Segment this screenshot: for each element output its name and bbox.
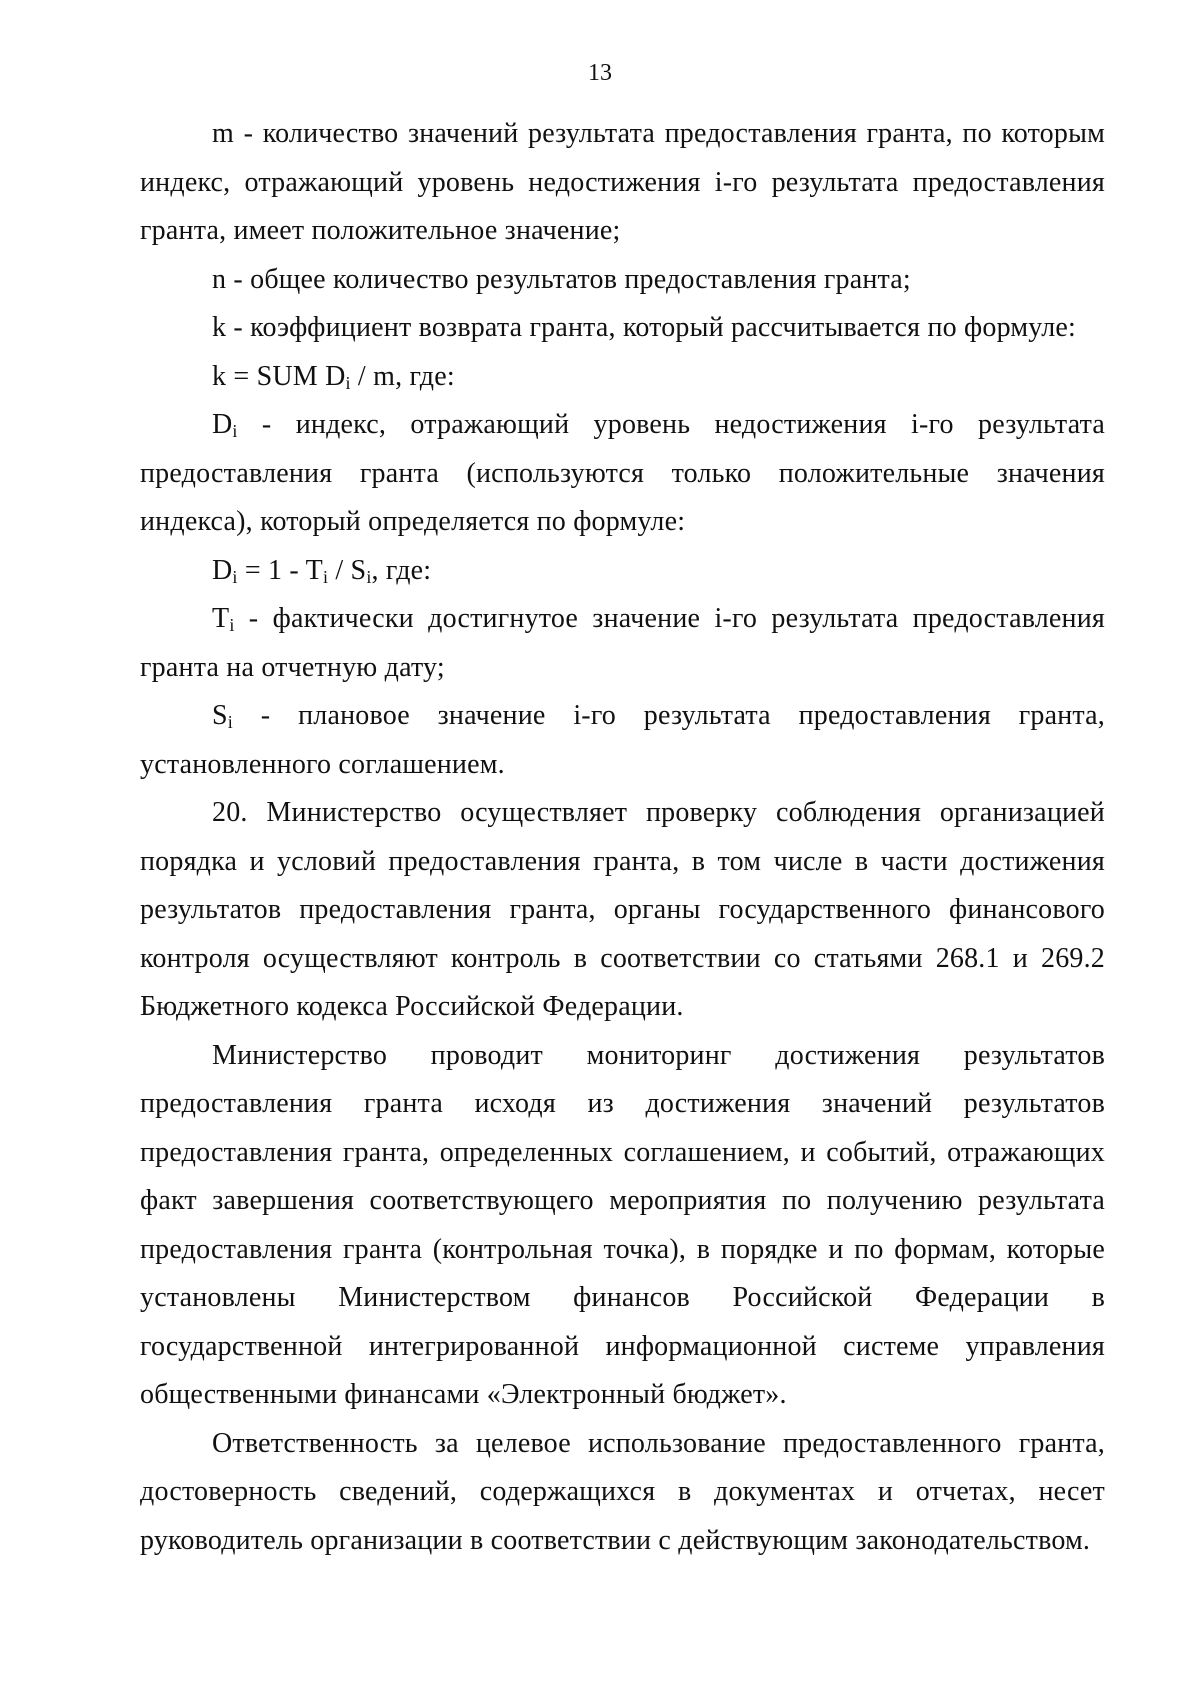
ti-text: - фактически достигнутое значение i-го результата предоставления гранта на отчетную дату;: [140, 603, 1105, 683]
paragraph-20: 20. Министерство осуществляет проверку соблюдения организацией порядка и условий предоставления гранта, в том числе в части достижения результатов предоставления гранта, органы государственного финансового контроля осуществляют контроль в соответствии со статьями 268.1 и 269.2 Бюджетного кодекса Российской Федерации.: [140, 797, 1105, 1022]
page-number: 13: [588, 60, 612, 86]
si-text: - плановое значение i-го результата предоставления гранта, установленного соглашением.: [140, 700, 1105, 780]
paragraph-responsibility: Ответственность за целевое использование предоставленного гранта, достоверность сведений, содержащихся в документах и отчетах, несет руководитель организации в соответствии с действующим законодательством.: [140, 1427, 1105, 1556]
ti-symbol: T: [212, 603, 230, 634]
formula-k: [140, 353, 1105, 402]
formula-k-part-a: k = SUM D: [212, 360, 346, 392]
formula-di: [140, 547, 1105, 596]
ti-subscript: i: [229, 615, 235, 635]
paragraph-n-definition: n - общее количество результатов предоставления гранта;: [212, 263, 911, 295]
formula-di-part-b: = 1 - T: [237, 554, 323, 586]
formula-k-part-b: / m, где:: [350, 360, 455, 392]
di-symbol: D: [212, 409, 233, 440]
di-text: - индекс, отражающий уровень недостижения i-го результата предоставления гранта (используются только положительные значения индекса), который определяется по формуле:: [140, 409, 1105, 537]
paragraph-k-definition: k - коэффициент возврата гранта, который рассчитывается по формуле:: [212, 312, 1077, 343]
si-subscript: i: [227, 712, 233, 732]
formula-di-subscript-2: i: [322, 566, 329, 587]
paragraph-si-definition: [140, 692, 1105, 789]
formula-di-part-c: / S: [328, 554, 367, 586]
formula-di-subscript-1: i: [232, 566, 238, 587]
paragraph-monitoring: Министерство проводит мониторинг достижения результатов предоставления гранта исходя из достижения значений результатов предоставления гранта, определенных соглашением, и событий, отражающих факт завершения соответствующего мероприятия по получению результата предоставления гранта (контрольная точка), в порядке и по формам, которые установлены Министерством финансов Российской Федерации в государственной интегрированной информационной системе управления общественными финансами «Электронный бюджет».: [140, 1039, 1105, 1410]
di-subscript: i: [232, 421, 238, 441]
paragraph-m-definition: m - количество значений результата предоставления гранта, по которым индекс, отражающий уровень недостижения i-го результата предоставления гранта, имеет положительное значение;: [140, 118, 1105, 246]
paragraph-di-definition: [140, 401, 1105, 547]
formula-k-subscript: i: [345, 372, 351, 393]
formula-di-subscript-3: i: [366, 566, 372, 587]
document-body: [140, 110, 1105, 1565]
si-symbol: S: [212, 700, 228, 731]
formula-di-part-a: D: [212, 554, 233, 586]
formula-di-part-d: , где:: [371, 554, 432, 586]
paragraph-ti-definition: [140, 595, 1105, 692]
